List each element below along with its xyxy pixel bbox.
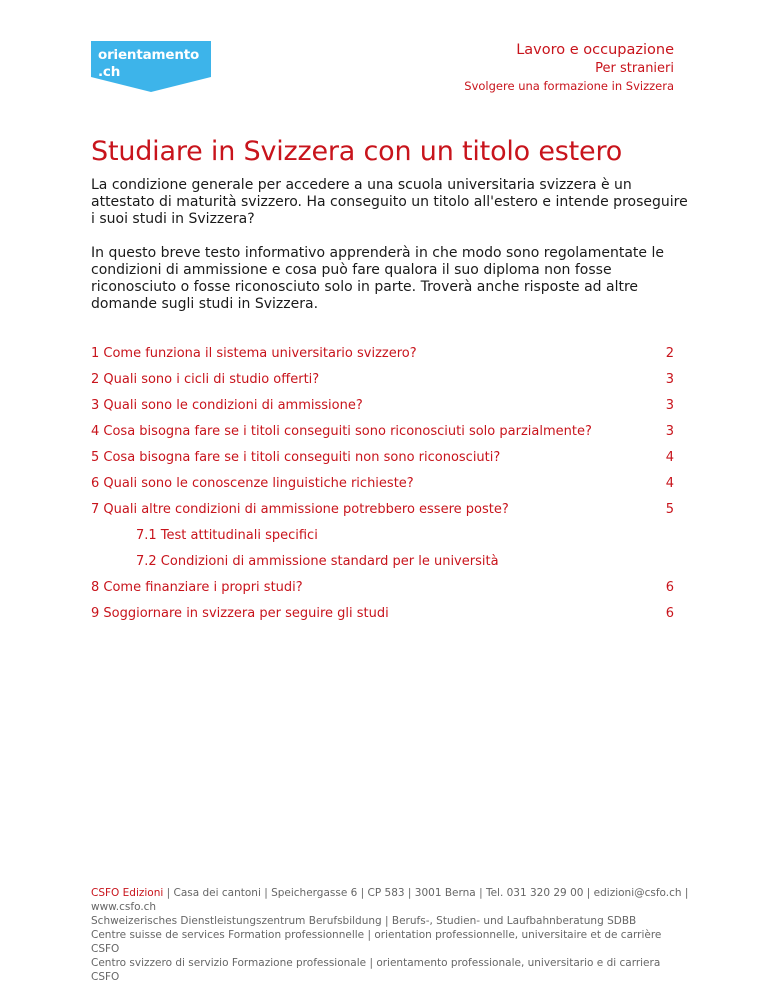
toc-item-7[interactable] — [91, 500, 674, 526]
toc-item-label: 2 Quali sono i cicli di studio offerti? — [91, 372, 320, 387]
toc-item-page: 4 — [665, 476, 674, 491]
toc-item-5[interactable] — [91, 448, 674, 474]
toc-item-7-1[interactable] — [91, 526, 674, 552]
logo-text — [98, 47, 199, 81]
toc-item-label: 7 Quali altre condizioni di ammissione potrebbero essere poste? — [91, 502, 509, 517]
toc-item-page: 6 — [665, 580, 674, 595]
toc-item-label: 7.1 Test attitudinali specifici — [136, 528, 318, 543]
footer-line-2: Schweizerisches Dienstleistungszentrum Berufsbildung | Berufs-, Studien- und Laufbahnberatung SDBB — [91, 915, 637, 927]
toc-item-1[interactable] — [91, 344, 674, 370]
breadcrumb-level2[interactable]: Per stranieri — [595, 61, 674, 76]
toc-item-page: 2 — [665, 346, 674, 361]
toc-item-7-2[interactable] — [91, 552, 674, 578]
toc-item-page: 3 — [665, 424, 674, 439]
logo-line2: .ch — [98, 64, 121, 80]
breadcrumb-level1[interactable]: Lavoro e occupazione — [516, 42, 674, 58]
toc-item-label: 1 Come funziona il sistema universitario svizzero? — [91, 346, 417, 361]
site-logo[interactable] — [91, 41, 211, 92]
footer-line-3: Centre suisse de services Formation professionnelle | orientation professionnelle, universitaire et de carrière CSFO — [91, 929, 662, 955]
page-title: Studiare in Svizzera con un titolo estero — [91, 136, 623, 167]
toc-item-label: 3 Quali sono le condizioni di ammissione? — [91, 398, 363, 413]
intro-paragraph-1: La condizione generale per accedere a una scuola universitaria svizzera è un attestato di maturità svizzero. Ha conseguito un titolo all'estero e intende proseguire i suoi studi in Svizzera? — [91, 177, 688, 227]
breadcrumb — [464, 41, 674, 94]
footer-line-4: Centro svizzero di servizio Formazione professionale | orientamento professionale, universitario e di carriera CSFO — [91, 957, 661, 983]
footer-brand[interactable]: CSFO Edizioni — [91, 887, 164, 899]
toc-item-label: 6 Quali sono le conoscenze linguistiche richieste? — [91, 476, 414, 491]
intro-paragraph-2: In questo breve testo informativo apprenderà in che modo sono regolamentate le condizioni di ammissione e cosa può fare qualora il suo diploma non fosse riconosciuto o fosse riconosciuto solo in parte. Troverà anche risposte ad altre domande sugli studi in Svizzera. — [91, 245, 664, 312]
toc-item-9[interactable] — [91, 604, 674, 630]
toc-item-4[interactable] — [91, 422, 674, 448]
toc-item-page: 3 — [665, 398, 674, 413]
footer — [91, 886, 691, 984]
toc-item-label: 5 Cosa bisogna fare se i titoli conseguiti non sono riconosciuti? — [91, 450, 501, 465]
toc-item-page: 3 — [665, 372, 674, 387]
toc-item-label: 8 Come finanziare i propri studi? — [91, 580, 303, 595]
toc-item-label: 4 Cosa bisogna fare se i titoli conseguiti sono riconosciuti solo parzialmente? — [91, 424, 592, 439]
toc-item-3[interactable] — [91, 396, 674, 422]
breadcrumb-level3[interactable]: Svolgere una formazione in Svizzera — [464, 79, 674, 93]
toc-item-label: 7.2 Condizioni di ammissione standard per le università — [136, 554, 499, 569]
footer-line-1 — [91, 886, 691, 914]
toc-item-label: 9 Soggiornare in svizzera per seguire gli studi — [91, 606, 389, 621]
footer-address: | Casa dei cantoni | Speichergasse 6 | CP 583 | 3001 Berna | Tel. 031 320 29 00 | edizioni@csfo.ch | www.csfo.ch — [91, 887, 689, 913]
logo-line1: orientamento — [98, 47, 200, 63]
toc-item-2[interactable] — [91, 370, 674, 396]
toc-item-6[interactable] — [91, 474, 674, 500]
toc-item-page: 4 — [665, 450, 674, 465]
toc-item-page: 6 — [665, 606, 674, 621]
table-of-contents — [91, 344, 674, 630]
toc-item-page: 5 — [665, 502, 674, 517]
toc-item-8[interactable] — [91, 578, 674, 604]
